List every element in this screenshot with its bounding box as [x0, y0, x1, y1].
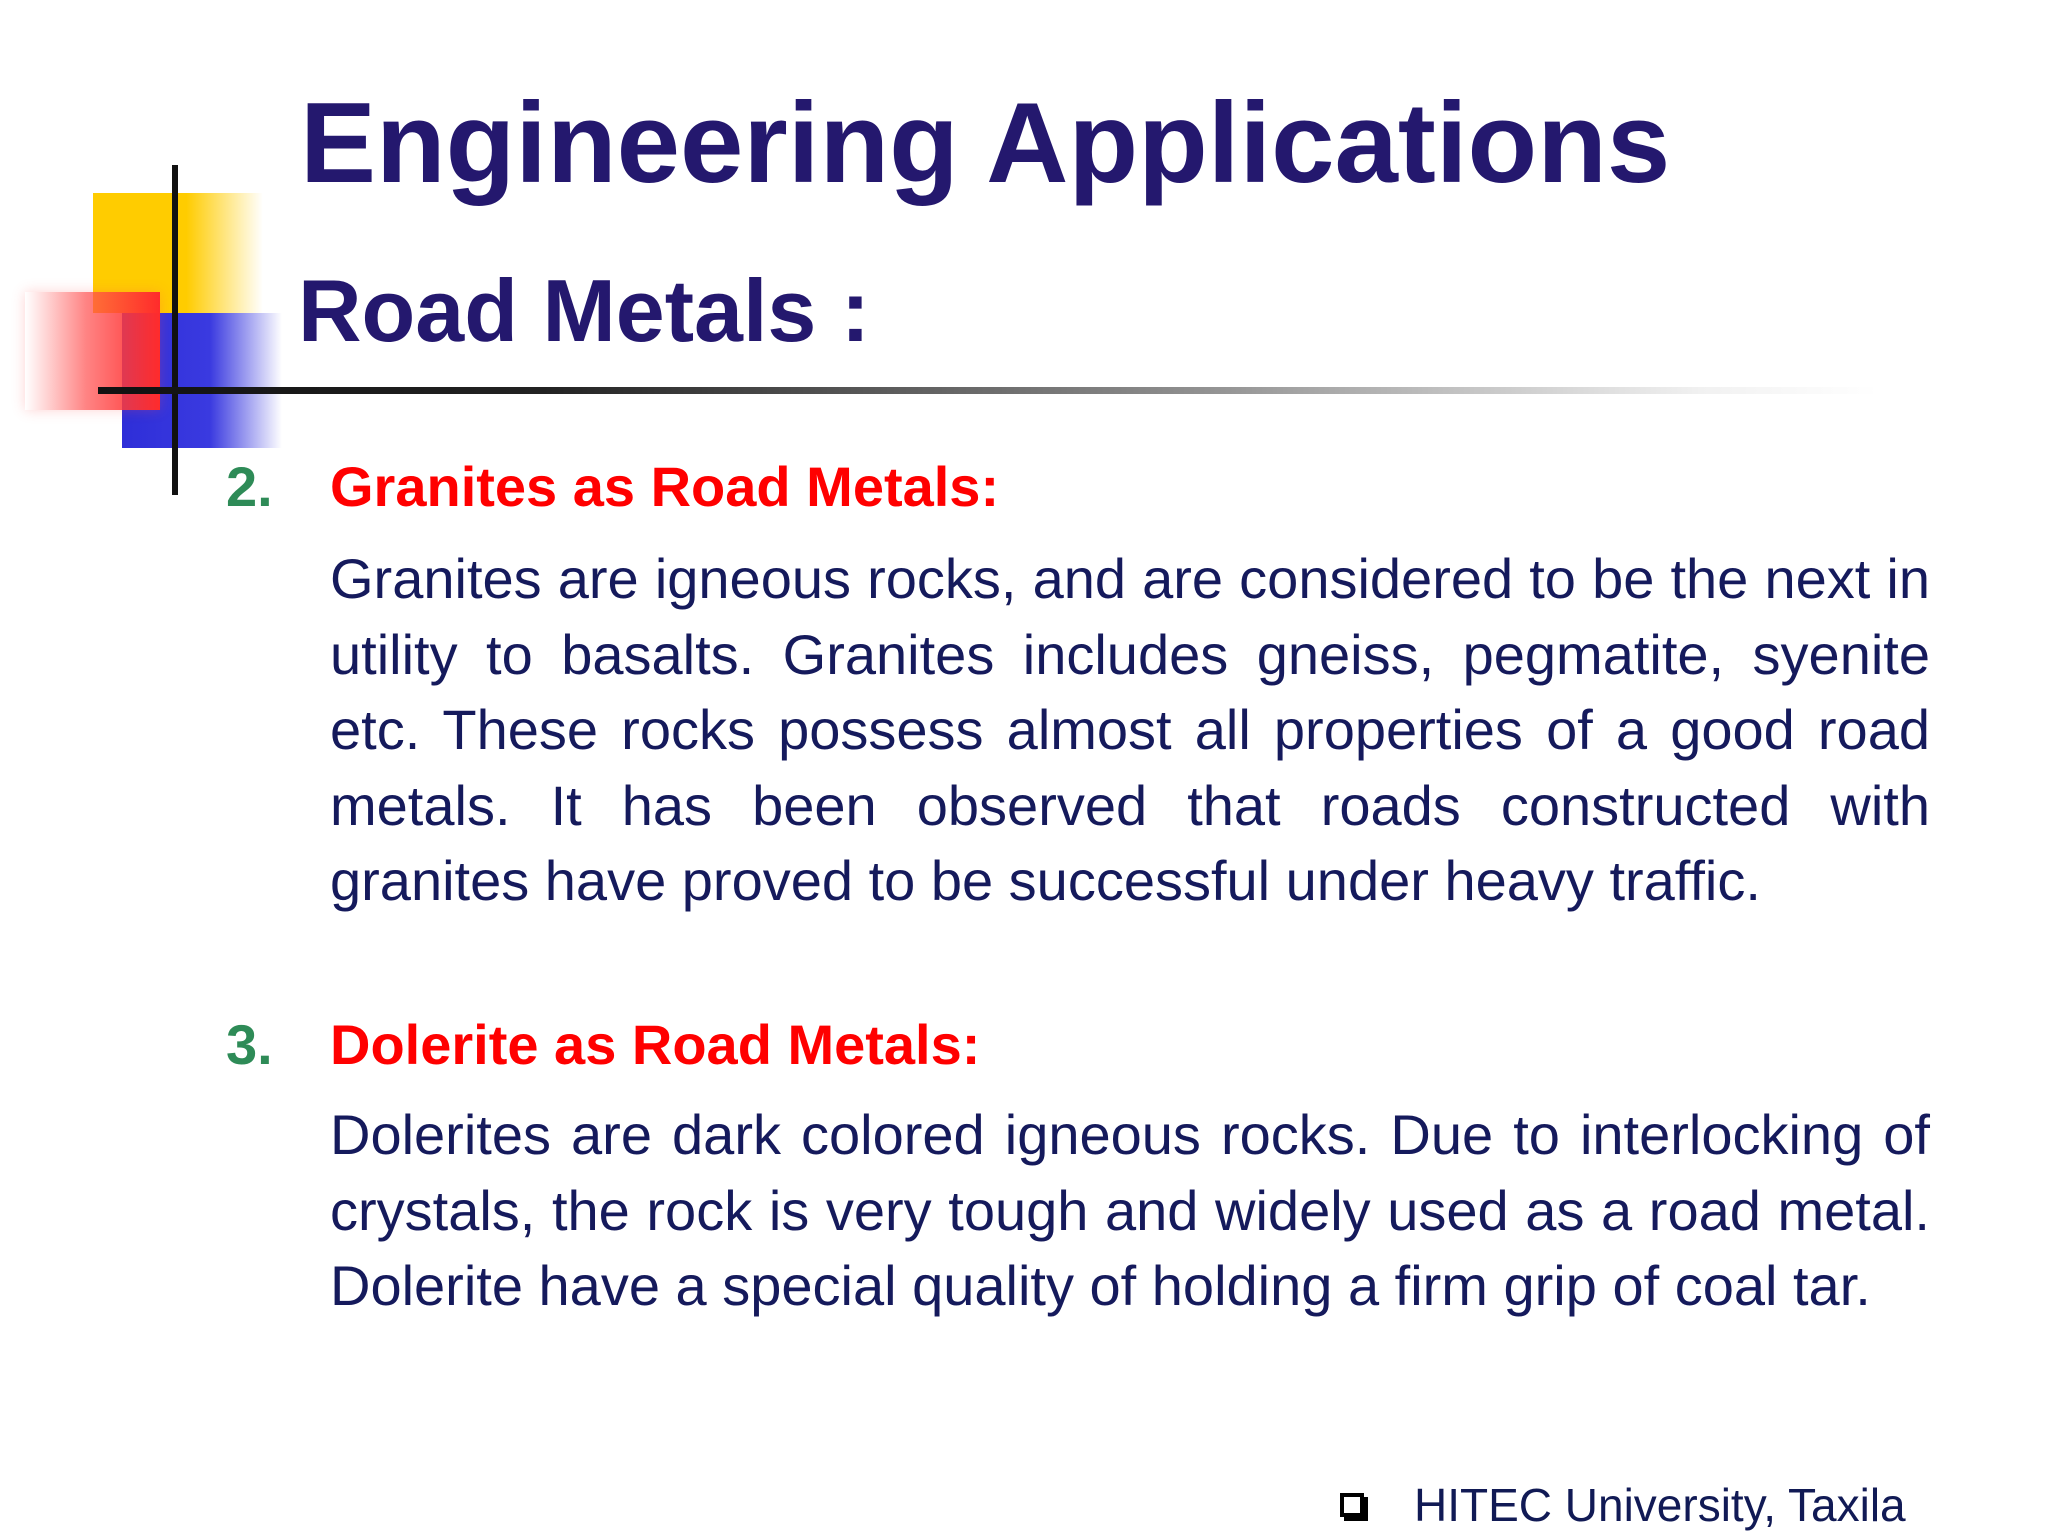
slide-subtitle: Road Metals :	[298, 261, 871, 360]
title-underline	[98, 387, 1878, 394]
item-body-dolerite: Dolerites are dark colored igneous rocks. Due to interlocking of crystals, the rock is very tough and widely used as a road metal. Dolerite have a special quality of holding a firm grip of coal tar.	[330, 1103, 1930, 1317]
footer-text: HITEC University, Taxila	[1414, 1479, 1906, 1531]
slide-title: Engineering Applications	[300, 80, 1671, 207]
item-heading-granites: Granites as Road Metals:	[330, 455, 1000, 518]
footer	[1340, 1478, 1906, 1532]
item-heading-dolerite: Dolerite as Road Metals:	[330, 1013, 981, 1076]
item-body-granites: Granites are igneous rocks, and are considered to be the next in utility to basalts. Granites includes gneiss, pegmatite, syenite etc. These rocks possess almost all properties of a good road metals. It has been observed that roads constructed with granites have proved to be successful under heavy traffic.	[330, 547, 1930, 912]
decorative-vertical-line	[172, 165, 178, 495]
item-number: 2.	[226, 455, 273, 518]
checkbox-bullet-icon	[1340, 1493, 1364, 1517]
item-number: 3.	[226, 1013, 273, 1076]
